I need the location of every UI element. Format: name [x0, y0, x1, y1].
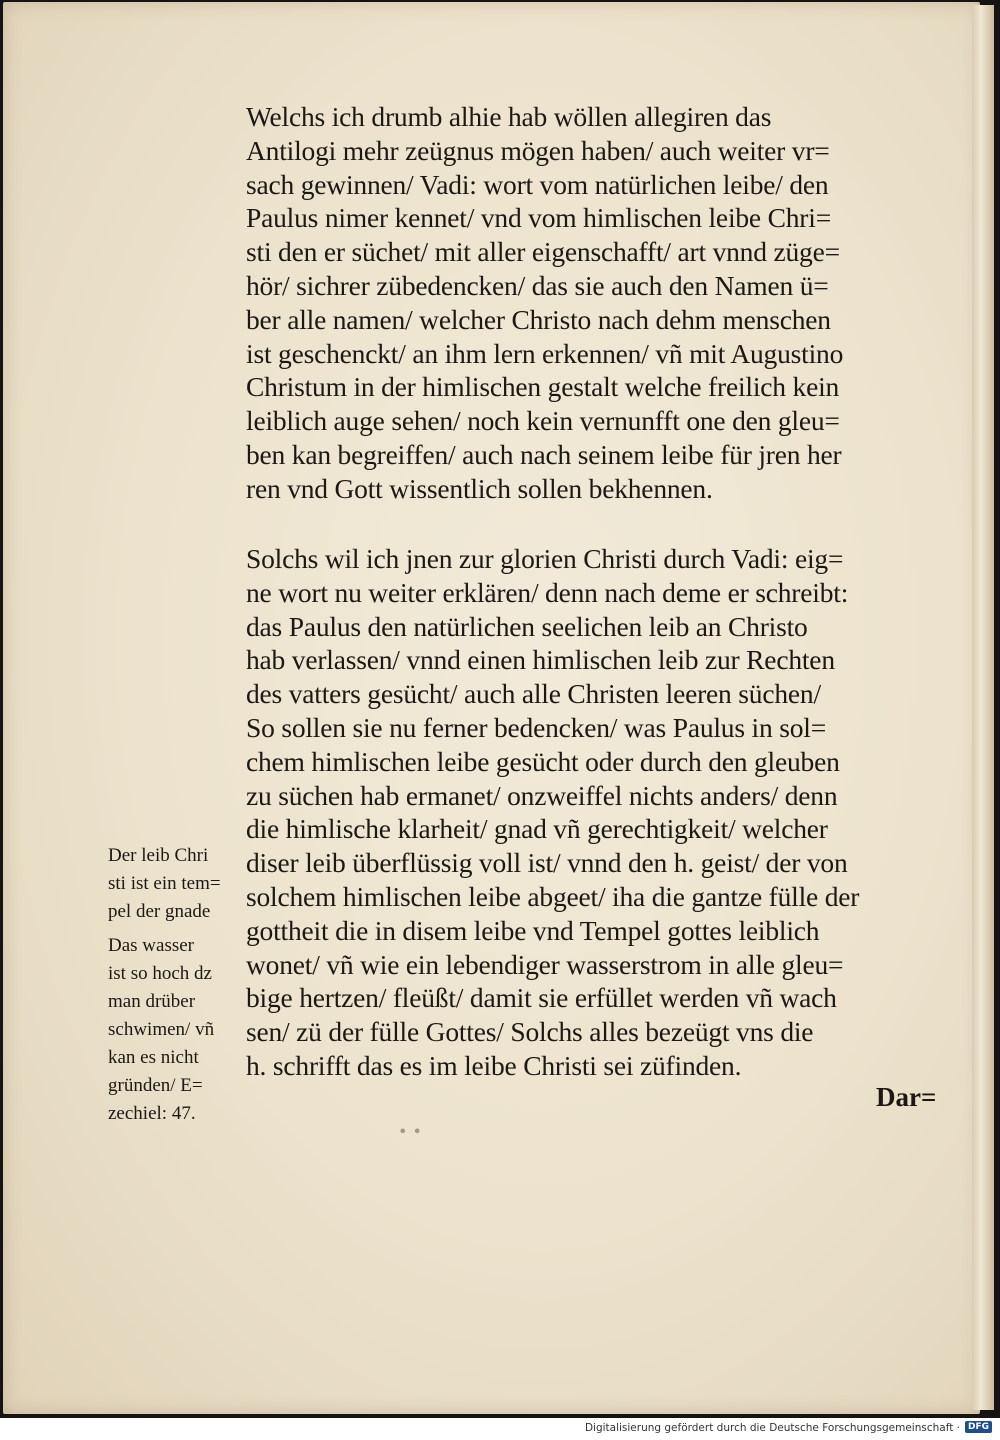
text-line: ne wort nu weiter erklären/ denn nach deme er schreibt: [246, 576, 849, 608]
text-line: chem himlischen leibe gesücht oder durch den gleuben [246, 745, 840, 777]
note-line: pel der gnade [108, 901, 211, 922]
dfg-logo: DFG [965, 1421, 992, 1433]
text-line: Solchs wil ich jnen zur glorien Christi durch Vadi: eig= [246, 543, 844, 574]
text-line: wonet/ vñ wie ein lebendiger wasserstrom in alle gleu= [246, 948, 844, 980]
text-line: bige hertzen/ fleüßt/ damit sie erfüllet werden vñ wach [246, 982, 837, 1014]
text-line: sti den er süchet/ mit aller eigenschafft/ art vnnd züge= [246, 236, 840, 268]
text-line: So sollen sie nu ferner bedencken/ was Paulus in sol= [246, 711, 827, 743]
note-line: ist so hoch dz [108, 963, 212, 984]
text-line: Antilogi mehr zeügnus mögen haben/ auch weiter vr= [246, 134, 830, 166]
catchword: Dar= [876, 1082, 937, 1112]
text-line: das Paulus den natürlichen seelichen leib an Christo [246, 610, 808, 642]
paragraph-1 [246, 100, 948, 506]
note-line: kan es nicht [108, 1047, 199, 1068]
note-line: zechiel: 47. [108, 1103, 196, 1124]
note-line: sti ist ein tem= [108, 873, 221, 894]
text-line: Welchs ich drumb alhie hab wöllen allegiren das [246, 101, 772, 132]
marginal-note-1 [108, 842, 248, 926]
text-line: hab verlassen/ vnnd einen himlischen leib zur Rechten [246, 644, 835, 676]
text-line: ist geschenckt/ an ihm lern erkennen/ vñ mit Augustino [246, 337, 844, 369]
text-line: Christum in der himlischen gestalt welche freilich kein [246, 371, 840, 403]
note-line: Der leib Chri [108, 845, 209, 866]
text-line: diser leib überflüssig voll ist/ vnnd den h. geist/ der von [246, 847, 848, 879]
marginal-note-2 [108, 932, 248, 1128]
note-line: gründen/ E= [108, 1075, 203, 1096]
text-line: solchem himlischen leibe abgeet/ iha die gantze fülle der [246, 880, 860, 912]
text-line: hör/ sichrer zübedencken/ das sie auch den Namen ü= [246, 269, 829, 301]
text-line: Paulus nimer kennet/ vnd vom himlischen leibe Chri= [246, 202, 832, 234]
footer-bar [0, 1418, 1000, 1440]
text-line: sach gewinnen/ Vadi: wort vom natürlichen leibe/ den [246, 168, 829, 200]
paragraph-2 [246, 542, 948, 1083]
text-line: ren vnd Gott wissentlich sollen bekhennen. [246, 472, 713, 504]
funding-credit: Digitalisierung gefördert durch die Deutsche Forschungsgemeinschaft · [584, 1422, 960, 1434]
text-line: leiblich auge sehen/ noch kein vernunfft one den gleu= [246, 405, 840, 437]
note-line: Das wasser [108, 935, 195, 956]
page-edge [972, 5, 994, 1410]
note-line: schwimen/ vñ [108, 1019, 215, 1040]
text-line: des vatters gesücht/ auch alle Christen leeren süchen/ [246, 678, 821, 710]
text-line: gottheit die in disem leibe vnd Tempel gottes leiblich [246, 914, 820, 946]
text-line: sen/ zü der fülle Gottes/ Solchs alles bezeügt vns die [246, 1016, 814, 1048]
text-line: die himlische klarheit/ gnad vñ gerechtigkeit/ welcher [246, 813, 828, 845]
note-line: man drüber [108, 991, 196, 1012]
text-line: ber alle namen/ welcher Christo nach dehm menschen [246, 303, 831, 335]
text-line: h. schrifft das es im leibe Christi sei züfinden. [246, 1049, 742, 1081]
page-mark: • • [398, 1122, 422, 1141]
text-line: ben kan begreiffen/ auch nach seinem leibe für jren her [246, 438, 842, 470]
text-line: zu süchen hab ermanet/ onzweiffel nichts anders/ denn [246, 779, 838, 811]
